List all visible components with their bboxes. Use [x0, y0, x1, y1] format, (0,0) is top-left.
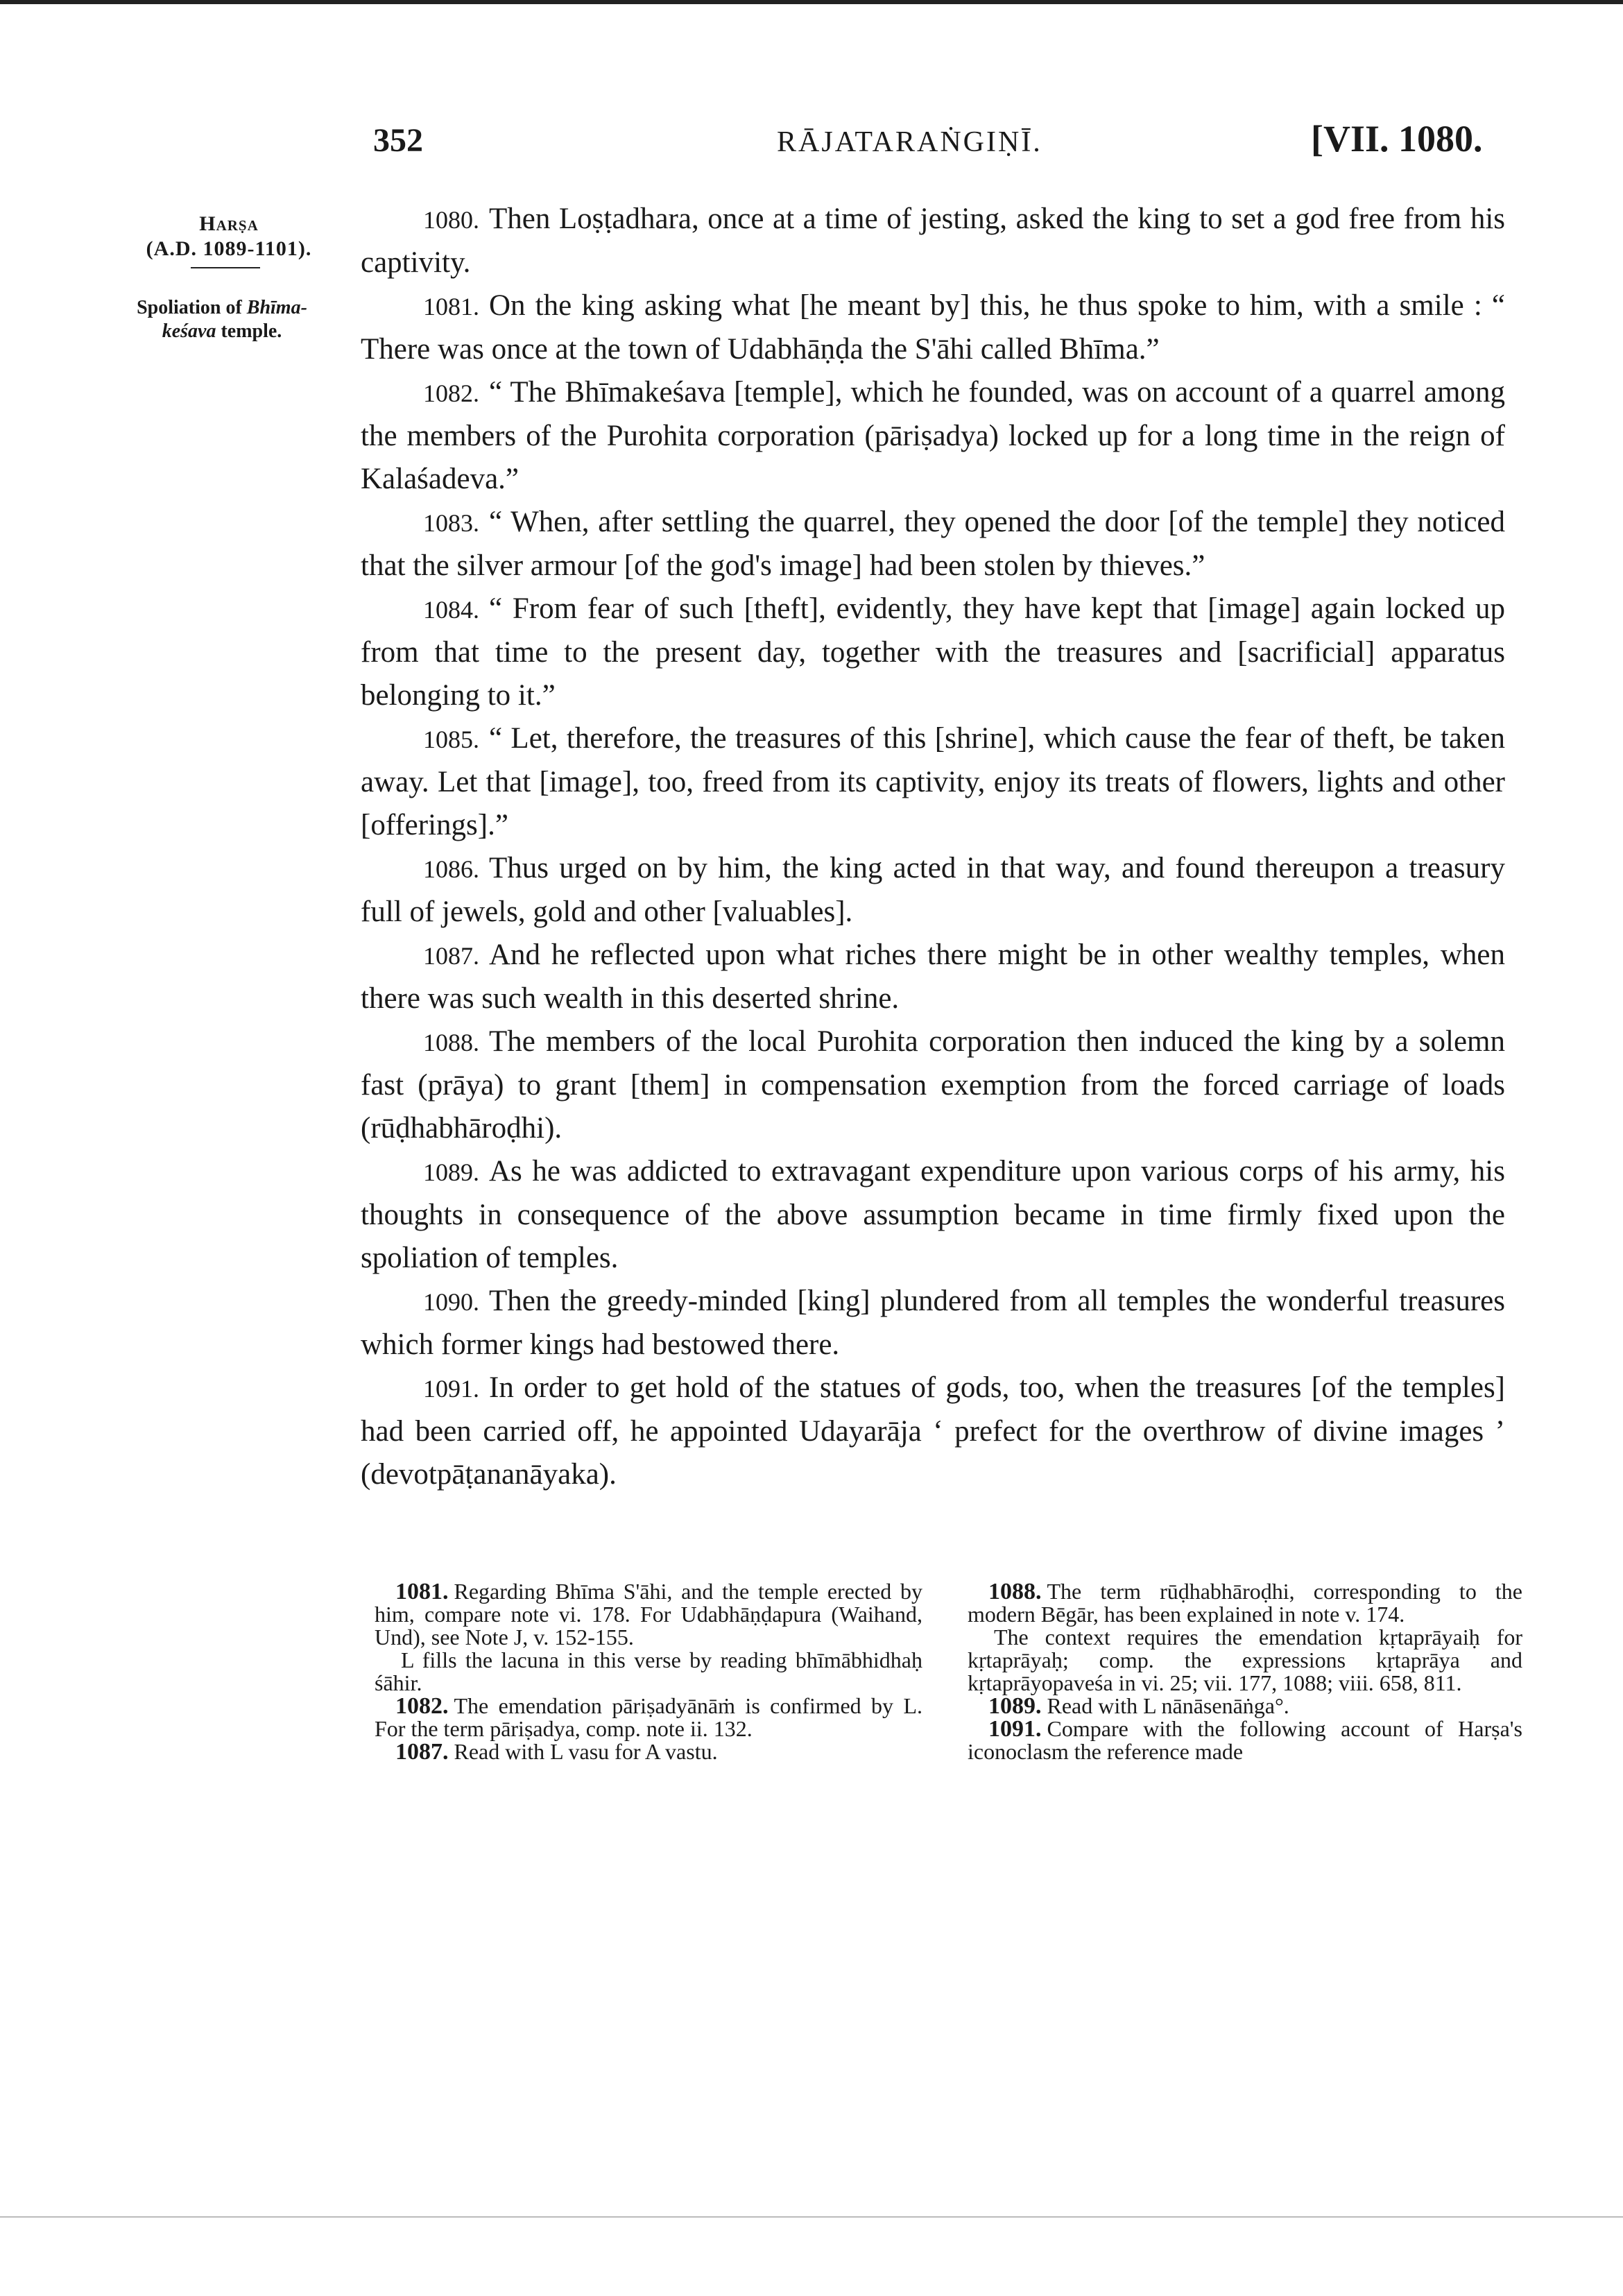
footnote: [968, 1626, 1522, 1695]
verse-body: “ From fear of such [theft], evidently, they have kept that [image] again locked up from that time to the present day, together with the treasures and [sacrificial] apparatus belonging to it.”: [361, 592, 1505, 712]
page-header: [0, 118, 1623, 177]
footnotes-left: [375, 1580, 922, 1763]
page-number: 352: [373, 122, 423, 159]
footnote-number: 1089.: [988, 1693, 1042, 1719]
verse-body: “ When, after settling the quarrel, they opened the door [of the temple] they noticed that the silver armour [of the god's image] had been stolen by thieves.”: [361, 506, 1505, 582]
verse-number: 1086.: [423, 855, 479, 883]
verse-number: 1085.: [423, 726, 479, 753]
footnote-number: 1082.: [395, 1693, 449, 1719]
verse-number: 1088.: [423, 1029, 479, 1056]
footnote-number: 1088.: [988, 1579, 1042, 1604]
sidenote-divider: [191, 267, 260, 268]
verse-body: Then the greedy-minded [king] plundered from all temples the wonderful treasures which former kings had bestowed there.: [361, 1285, 1505, 1361]
footnote-number: 1081.: [395, 1579, 449, 1604]
verse-number: 1087.: [423, 942, 479, 970]
footnote-number: 1091.: [988, 1716, 1042, 1742]
verse-body: And he reflected upon what riches there might be in other wealthy temples, when there was such wealth in this deserted shrine.: [361, 939, 1505, 1015]
topic-prefix: Spoliation of: [137, 297, 247, 318]
footnote: [968, 1580, 1522, 1626]
verse-body: Then Loṣṭadhara, once at a time of jesting, asked the king to set a god free from his captivity.: [361, 203, 1505, 279]
footnote-body: Read with L vasu for A vastu.: [454, 1739, 718, 1764]
topic-italic: Bhīma-keśava: [162, 297, 307, 342]
verse-body: On the king asking what [he meant by] this, he thus spoke to him, with a smile : “ There was once at the town of Udabhāṇḍa the S'āhi called Bhīma.”: [361, 289, 1505, 366]
footnote-body: L fills the lacuna in this verse by reading bhīmābhidhaḥ śāhir.: [375, 1647, 922, 1695]
verse-body: Thus urged on by him, the king acted in that way, and found thereupon a treasury full of jewels, gold and other [valuables].: [361, 852, 1505, 928]
verse-body: The members of the local Purohita corporation then induced the king by a solemn fast (prāya) to grant [them] in compensation exemption from the forced carriage of loads (rūḍhabhāroḍhi).: [361, 1025, 1505, 1145]
verse: [361, 284, 1505, 371]
footnote: [375, 1695, 922, 1740]
verse-number: 1091.: [423, 1375, 479, 1403]
verse: [361, 1367, 1505, 1496]
verse-number: 1084.: [423, 596, 479, 624]
footnotes-right: [968, 1580, 1522, 1763]
verse-body: In order to get hold of the statues of gods, too, when the treasures [of the temples] had been carried off, he appointed Udayarāja ‘ prefect for the overthrow of divine images ’ (devotpāṭananāyaka).: [361, 1371, 1505, 1491]
sidenote-topic: [118, 296, 326, 343]
verse: [361, 847, 1505, 934]
footnote-body: The emendation pāriṣadyānāṁ is confirmed by L. For the term pāriṣadya, comp. note ii. 132.: [375, 1693, 922, 1741]
footnote-body: Regarding Bhīma S'āhi, and the temple erected by him, compare note vi. 178. For Udabhāṇḍapura (Waihand, Und), see Note J, v. 152-155.: [375, 1579, 922, 1650]
verse-number: 1083.: [423, 509, 479, 537]
footnote: [375, 1649, 922, 1695]
verse: [361, 588, 1505, 717]
section-reference: [VII. 1080.: [1311, 118, 1483, 160]
footnote: [375, 1580, 922, 1649]
verse-number: 1090.: [423, 1288, 479, 1316]
verse: [361, 934, 1505, 1020]
verse: [361, 501, 1505, 588]
bottom-rule: [0, 2216, 1623, 2218]
verse-text: [361, 198, 1505, 1496]
verse: [361, 1020, 1505, 1150]
top-border: [0, 0, 1623, 4]
verse-body: “ The Bhīmakeśava [temple], which he founded, was on account of a quarrel among the members of the Purohita corporation (pāriṣadya) locked up for a long time in the reign of Kalaśadeva.”: [361, 376, 1505, 495]
verse-number: 1080.: [423, 206, 479, 234]
sidenote-reign: [139, 212, 319, 262]
verse-body: As he was addicted to extravagant expenditure upon various corps of his army, his thoughts in consequence of the above assumption became in time firmly fixed upon the spoliation of temples.: [361, 1155, 1505, 1274]
footnote-body: Read with L nānāsenāṅga°.: [1047, 1693, 1289, 1718]
footnote-body: The context requires the emendation kṛtaprāyaiḥ for kṛtaprāyaḥ; comp. the expressions kṛtaprāya and kṛtaprāyopaveśa in vi. 25; vii. 177, 1088; viii. 658, 811.: [968, 1625, 1522, 1695]
footnote-body: Compare with the following account of Harṣa's iconoclasm the reference made: [968, 1716, 1522, 1764]
footnote: [375, 1740, 922, 1763]
reign-dates: (A.D. 1089-1101).: [146, 237, 312, 260]
verse-number: 1082.: [423, 379, 479, 407]
verse: [361, 1150, 1505, 1280]
footnote: [968, 1717, 1522, 1763]
running-title: RĀJATARAṄGIṆĪ.: [777, 126, 1042, 158]
topic-suffix: temple.: [216, 320, 282, 342]
verse: [361, 198, 1505, 284]
verse: [361, 371, 1505, 501]
verse: [361, 1280, 1505, 1367]
verse-body: “ Let, therefore, the treasures of this [shrine], which cause the fear of theft, be taken away. Let that [image], too, freed from its captivity, enjoy its treats of flowers, lights and other [offerings].”: [361, 722, 1505, 841]
footnote-number: 1087.: [395, 1739, 449, 1765]
reign-name: Harṣa: [199, 212, 259, 235]
verse: [361, 717, 1505, 847]
footnote: [968, 1695, 1522, 1717]
verse-number: 1081.: [423, 293, 479, 320]
verse-number: 1089.: [423, 1158, 479, 1186]
footnote-body: The term rūḍhabhāroḍhi, corresponding to the modern Bēgār, has been explained in note v. 174.: [968, 1579, 1522, 1627]
